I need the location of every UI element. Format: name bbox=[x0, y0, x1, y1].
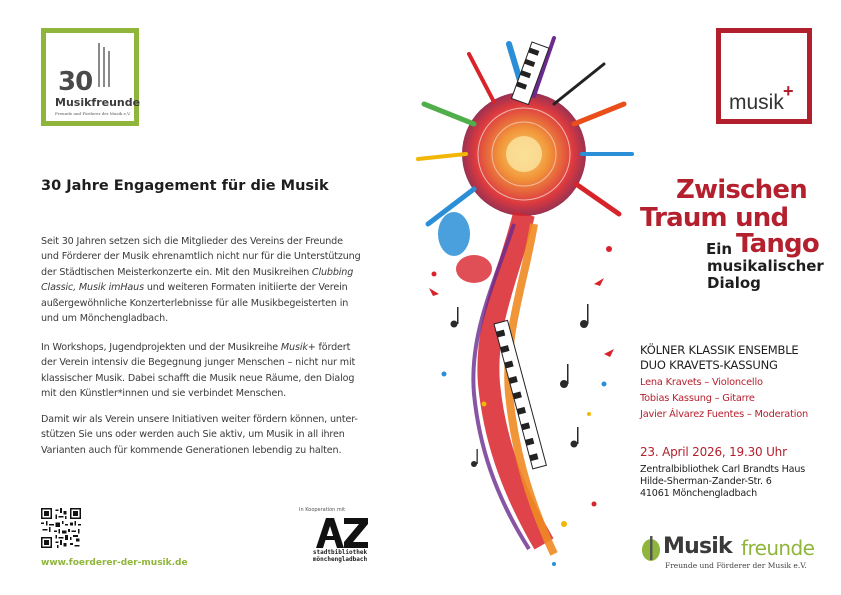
venue-line: Hilde-Sherman-Zander-Str. 6 bbox=[640, 476, 772, 487]
cooperation-label: In Kooperation mit bbox=[299, 507, 346, 513]
organ-pipe-icon bbox=[641, 536, 661, 562]
qr-code-icon[interactable] bbox=[41, 508, 81, 548]
duo-name: DUO KRAVETS-KASSUNG bbox=[640, 358, 778, 372]
ensemble-name: KÖLNER KLASSIK ENSEMBLE bbox=[640, 343, 799, 357]
artist-item: Javier Álvarez Fuentes – Moderation bbox=[640, 409, 809, 420]
logo-musik: Musik bbox=[663, 534, 732, 559]
venue-line: Zentralbibliothek Carl Brandts Haus bbox=[640, 464, 805, 475]
musik-plus-logo bbox=[716, 28, 812, 124]
title-line-1: Zwischen bbox=[676, 175, 807, 205]
subtitle-ein: Ein bbox=[706, 240, 733, 258]
title-line-2: Traum und bbox=[640, 203, 789, 233]
musikplus-word: musik bbox=[729, 91, 784, 114]
subtitle: musikalischer Dialog bbox=[707, 257, 824, 292]
paragraph-youth: In Workshops, Jugendprojekten und der Musikreihe Musik+ fördert der Verein intensiv die Begegnung junger Menschen – nicht nur mit klassischer Musik. Dabei schafft die Musik neue Räume, den Dialog mit den Künstler*innen und sie verbindet Menschen. bbox=[41, 342, 356, 400]
logo-sub: Freunde und Förderer der Musik e.V. bbox=[665, 561, 807, 570]
organ-pipe-icon bbox=[103, 47, 105, 87]
musikfreunde-30-jahre-logo bbox=[41, 28, 139, 126]
paragraph-intro: Seit 30 Jahren setzen sich die Mitglieder des Vereins der Freunde und Förderer der Musik ehrenamtlich nicht nur für die Unterstützung der Städtischen Meisterkonzerte ein. Mit den Musikreihen Clubbing Classic, Musik imHaus und weiteren Formaten initiierte der Verein außergewöhnliche Konzerterlebnisse für alle Musikbegeisterten in und um Mönchengladbach. bbox=[41, 236, 361, 325]
cooperation-name: stadtbibliothek mönchengladbach bbox=[312, 549, 368, 563]
section-heading: 30 Jahre Engagement für die Musik bbox=[41, 178, 329, 194]
artist-item: Lena Kravets – Violoncello bbox=[640, 377, 763, 388]
organ-pipe-icon bbox=[98, 43, 100, 87]
title-tango: Tango bbox=[736, 229, 819, 259]
logo-brand-sub: Freunde und Förderer der Musik e.V. bbox=[55, 111, 131, 116]
event-date: 23. April 2026, 19.30 Uhr bbox=[640, 445, 787, 459]
music-instruments-artwork bbox=[414, 24, 636, 584]
logo-brand: Musikfreunde bbox=[55, 96, 141, 109]
musikfreunde-logo bbox=[641, 532, 821, 572]
website-link[interactable]: www.foerderer-der-musik.de bbox=[41, 558, 188, 568]
venue-line: 41061 Mönchengladbach bbox=[640, 488, 757, 499]
paragraph-support: Damit wir als Verein unsere Initiativen weiter fördern können, unter- stützen Sie uns oder werden auch Sie aktiv, um Musik in all ihren Varianten auch für kommende Generationen lebendig zu halten. bbox=[41, 414, 358, 456]
plus-icon: + bbox=[783, 81, 794, 101]
organ-pipe-icon bbox=[108, 51, 110, 87]
logo-number: 30 bbox=[58, 67, 93, 97]
artist-item: Tobias Kassung – Gitarre bbox=[640, 393, 755, 404]
logo-freunde: freunde bbox=[741, 536, 815, 560]
